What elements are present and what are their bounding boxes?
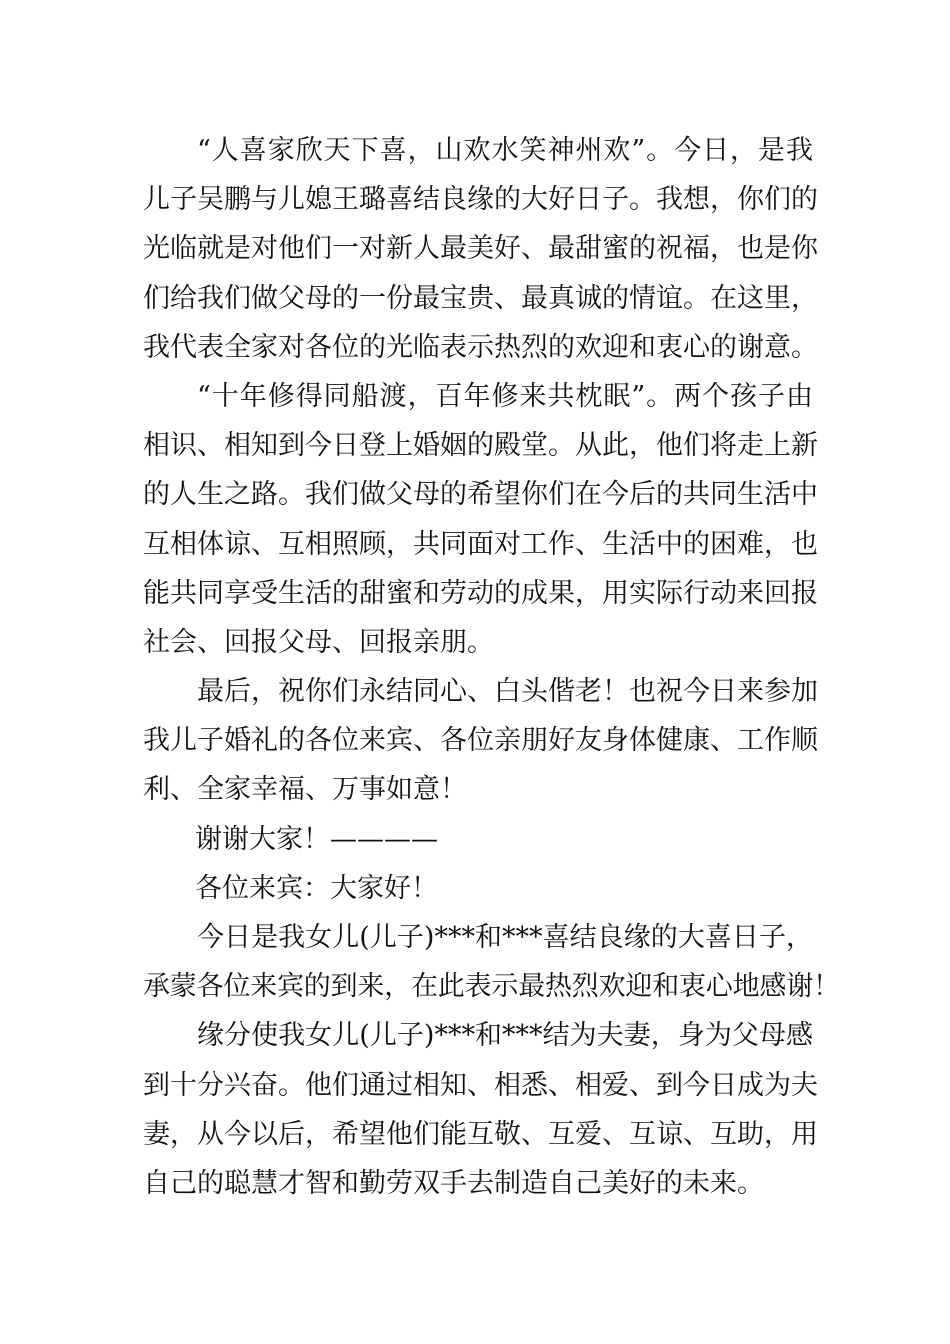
paragraph-1-line-3: 光临就是对他们一对新人最美好、最甜蜜的祝福，也是你 [143, 233, 818, 265]
paragraph-5-line-4: 自己的聪慧才智和勤劳双手去制造自己美好的未来。 [143, 1167, 764, 1199]
paragraph-4-line-1: 今日是我女儿(儿子)***和***喜结良缘的大喜日子， [197, 922, 813, 953]
paragraph-1-line-1: “人喜家欣天下喜，山欢水笑神州欢”。今日，是我 [197, 135, 813, 166]
paragraph-3-line-1: 最后，祝你们永结同心、白头偕老！也祝今日来参加 [197, 676, 818, 708]
paragraph-4-line-2: 承蒙各位来宾的到来，在此表示最热烈欢迎和衷心地感谢！ [143, 971, 840, 1003]
paragraph-2-line-5: 能共同享受生活的甜蜜和劳动的成果，用实际行动来回报 [143, 577, 818, 609]
paragraph-5-line-1: 缘分使我女儿(儿子)***和***结为夫妻，身为父母感 [197, 1020, 813, 1052]
thanks-line: 谢谢大家！———— [195, 823, 438, 855]
paragraph-2-line-1: “十年修得同船渡，百年修来共枕眠”。两个孩子由 [197, 380, 813, 412]
paragraph-2-line-3: 的人生之路。我们做父母的希望你们在今后的共同生活中 [143, 479, 818, 511]
paragraph-3-line-2: 我儿子婚礼的各位来宾、各位亲朋好友身体健康、工作顺 [143, 725, 818, 757]
paragraph-3-line-3: 利、全家幸福、万事如意！ [143, 774, 467, 806]
paragraph-1-line-4: 们给我们做父母的一份最宝贵、最真诚的情谊。在这里， [143, 282, 818, 314]
paragraph-2-line-6: 社会、回报父母、回报亲朋。 [143, 626, 494, 658]
paragraph-2-line-4: 互相体谅、互相照顾，共同面对工作、生活中的困难，也 [143, 528, 818, 560]
paragraph-2-line-2: 相识、相知到今日登上婚姻的殿堂。从此，他们将走上新 [143, 430, 818, 462]
greeting-line: 各位来宾：大家好！ [195, 872, 438, 904]
document-body [143, 126, 840, 1208]
paragraph-5-line-3: 妻，从今以后，希望他们能互敬、互爱、互谅、互助，用 [143, 1118, 818, 1150]
paragraph-5-line-2: 到十分兴奋。他们通过相知、相悉、相爱、到今日成为夫 [143, 1069, 818, 1101]
paragraph-1-line-2: 儿子吴鹏与儿媳王璐喜结良缘的大好日子。我想，你们的 [143, 184, 818, 216]
paragraph-1-line-5: 我代表全家对各位的光临表示热烈的欢迎和衷心的谢意。 [143, 331, 818, 363]
